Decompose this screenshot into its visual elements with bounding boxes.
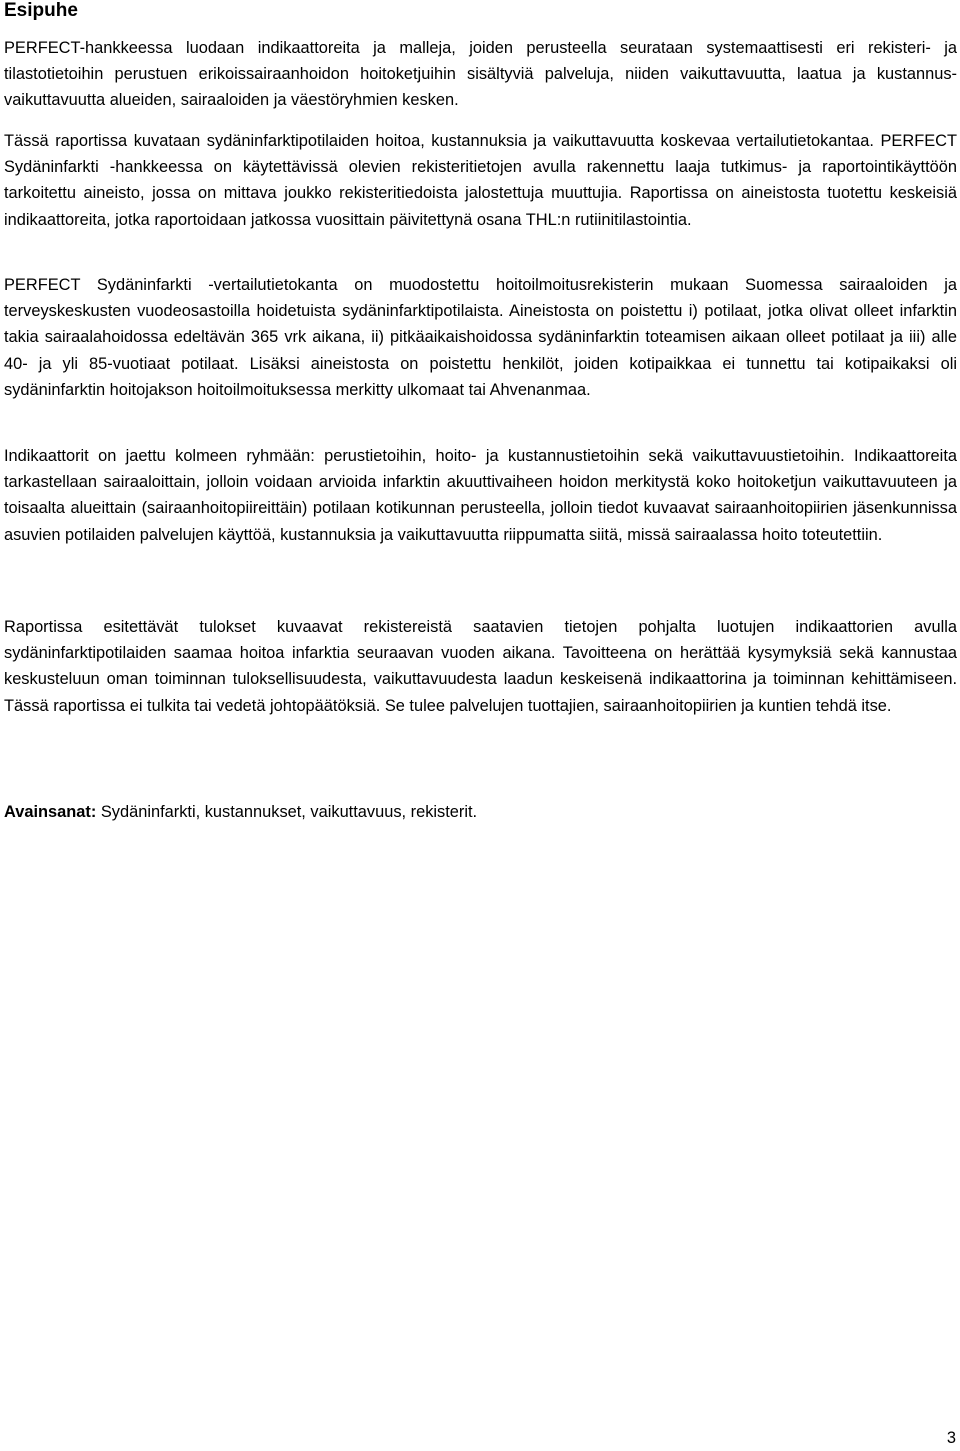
page-number: 3 <box>946 1429 956 1447</box>
paragraph-indicators: Indikaattorit on jaettu kolmeen ryhmään: perustietoihin, hoito- ja kustannustietoihin sekä vaikuttavuustietoihin. Indikaattoreita tarkastellaan sairaaloittain, jolloin voidaan arvioida infarktin akuuttivaiheen hoidon merkitystä koko hoitoketjun vaikuttavuuteen ja toisaalta alueittain (sairaanhoitopiireittäin) potilaan kotikunnan perusteella, jolloin tiedot kuvaavat sairaanhoitopiirien jäsenkunnissa asuvien potilaiden palvelujen käyttöä, kustannuksia ja vaikuttavuutta riippumatta siitä, missä sairaalassa hoito toteutettiin. <box>4 447 957 544</box>
keywords-value: Sydäninfarkti, kustannukset, vaikuttavuus, rekisterit. <box>96 803 478 821</box>
paragraph-intro: PERFECT-hankkeessa luodaan indikaattoreita ja malleja, joiden perusteella seurataan systemaattisesti eri rekisteri- ja tilastotietoihin perustuen erikoissairaanhoidon hoitoketjuihin sisältyviä palveluja, niiden vaikuttavuutta, laatua ja kustannus-vaikuttavuutta alueiden, sairaaloiden ja väestöryhmien kesken. <box>4 39 957 110</box>
paragraph-results: Raportissa esitettävät tulokset kuvaavat rekistereistä saatavien tietojen pohjalta luotujen indikaattorien avulla sydäninfarktipotilaiden saamaa hoitoa infarktia seuraavan vuoden aikana. Tavoitteena on herättää kysymyksiä sekä kannustaa keskusteluun oman toiminnan tuloksellisuudesta, vaikuttavuudesta laadun keskeisenä indikaattorina ja toiminnan kehittämiseen. Tässä raportissa ei tulkita tai vedetä johtopäätöksiä. Se tulee palvelujen tuottajien, sairaanhoitopiirien ja kuntien tehdä itse. <box>4 618 957 715</box>
page-heading: Esipuhe <box>4 0 78 21</box>
keywords-line <box>4 799 477 825</box>
paragraph-database: PERFECT Sydäninfarkti -vertailutietokanta on muodostettu hoitoilmoitusrekisterin mukaan Suomessa sairaaloiden ja terveyskeskusten vuodeosastoilla hoidetuista sydäninfarktipotilaista. Aineistosta on poistettu i) potilaat, jotka olivat olleet infarktin takia sairaalahoidossa edeltävän 365 vrk aikana, ii) pitkäaikaishoidossa sydäninfarktin toteamisen aikaan olleet potilaat ja iii) alle 40- ja yli 85-vuotiaat potilaat. Lisäksi aineistosta on poistettu henkilöt, joiden kotipaikkaa ei tunnettu tai kotipaikaksi oli sydäninfarktin hoitojakson hoitoilmoituksessa merkitty ulkomaat tai Ahvenanmaa. <box>4 276 957 399</box>
paragraph-report-description: Tässä raportissa kuvataan sydäninfarktipotilaiden hoitoa, kustannuksia ja vaikuttavuutta koskevaa vertailutietokantaa. PERFECT Sydäninfarkti -hankkeessa on käytettävissä olevien rekisteritietojen avulla rakennettu laaja tutkimus- ja raportointikäyttöön tarkoitettu aineisto, jossa on mittava joukko rekisteritiedoista jalostettuja muuttujia. Raportissa on aineistosta tuotettu keskeisiä indikaattoreita, jotka raportoidaan jatkossa vuosittain päivitettynä osana THL:n rutiinitilastointia. <box>4 132 957 229</box>
keywords-label: Avainsanat: <box>4 803 97 821</box>
